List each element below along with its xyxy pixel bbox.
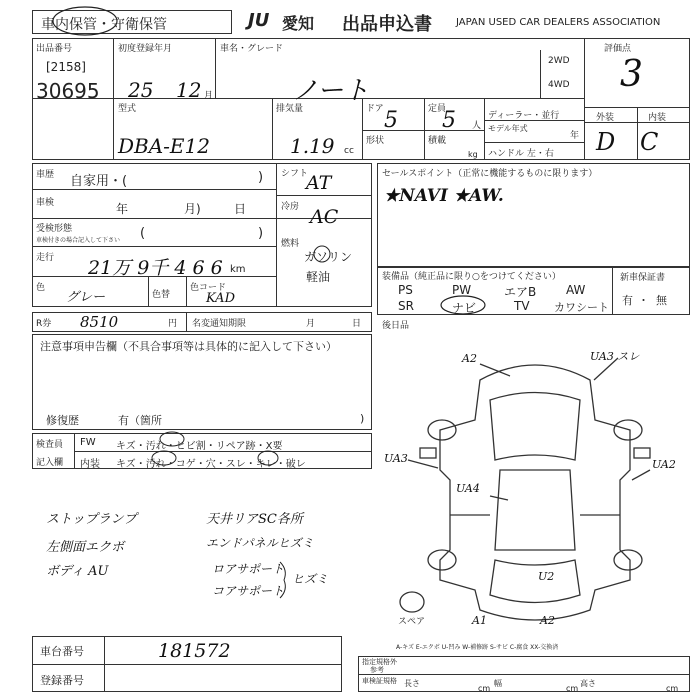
- disp-label: 排気量: [276, 104, 304, 114]
- history-close: ): [258, 170, 264, 185]
- reg-label: 初度登録年月: [118, 44, 173, 54]
- fuel-circle: [310, 242, 334, 266]
- name-value: ノート: [292, 76, 370, 106]
- color-label: 色: [36, 283, 46, 293]
- equip-ps: PS: [398, 283, 413, 297]
- mileage-label: 走行: [36, 253, 55, 263]
- selling-value: ★NAVI ★AW.: [384, 186, 504, 206]
- spare-label: スペア: [398, 617, 426, 627]
- int-value: C: [640, 128, 659, 156]
- reg-no-label: 登録番号: [40, 674, 84, 687]
- ac-label: 冷房: [281, 202, 300, 212]
- equip-pw: PW: [452, 283, 472, 297]
- cm-3: cm: [666, 684, 679, 693]
- cap-unit: 人: [472, 121, 482, 131]
- inspector-line-1: キズ・汚れ・ヒビ割・リペア跡・X要: [116, 441, 283, 452]
- recolor-label: 色替: [152, 290, 171, 300]
- note-right-1: 天井リアSC各所: [206, 512, 303, 527]
- note-left-1: ストップランプ: [46, 512, 137, 527]
- score-value: 3: [620, 54, 643, 95]
- inspect-label: 車検: [36, 198, 55, 208]
- repair-value: 有（箇所: [118, 414, 162, 427]
- storage-type-text: 車内保管・守衛保管: [41, 17, 167, 33]
- height-label: 高さ: [580, 679, 596, 688]
- inspector-tag-2: 内装: [80, 459, 100, 470]
- cm-1: cm: [478, 684, 491, 693]
- color-code-label: 色コード: [190, 283, 227, 293]
- note-left-2: 左側面エクボ: [46, 540, 125, 555]
- lot-number: 30695: [36, 79, 100, 103]
- mileage-value: 21万 9千 4 6 6: [88, 257, 223, 279]
- dealer-label: ディーラー・並行: [488, 111, 560, 121]
- mark-ua3-left: UA3: [384, 452, 408, 465]
- note-right-4: コアサポート: [212, 584, 285, 598]
- note-right-2: エンドパネルヒズミ: [206, 536, 314, 550]
- shift-value: AT: [306, 172, 332, 194]
- disp-value: 1.19: [290, 134, 335, 158]
- reg-month: 12: [176, 78, 202, 102]
- disp-unit: cc: [344, 146, 354, 156]
- shift-label: シフト: [281, 169, 309, 179]
- width-label: 幅: [494, 679, 502, 688]
- equip-sr: SR: [398, 299, 414, 313]
- mark-ua4: UA4: [456, 482, 480, 495]
- drive-4wd: 4WD: [548, 80, 570, 90]
- cap-value: 5: [442, 108, 456, 133]
- recv-open: (: [140, 226, 146, 241]
- form-title: 出品申込書: [342, 14, 432, 35]
- color-code-value: KAD: [206, 291, 235, 306]
- warranty-no: 無: [656, 294, 667, 307]
- notes-label: 注意事項申告欄（不具合事項等は具体的に記入して下さい）: [40, 340, 337, 353]
- selling-label: セールスポイント（正常に機能するものに限ります）: [382, 169, 598, 179]
- equip-airbag: エアB: [504, 285, 537, 299]
- recv-sub: 車検付きの場合記入して下さい: [36, 237, 121, 244]
- org-name: 愛知: [282, 14, 315, 33]
- notice-label: 名変通知期限: [192, 319, 247, 329]
- recv-close: ): [258, 226, 264, 241]
- score-label: 評価点: [604, 44, 632, 54]
- lot-label: 出品番号: [36, 44, 73, 54]
- navi-circle: [438, 293, 488, 317]
- r-label: R券: [36, 319, 52, 329]
- note-right-3: ロアサポート: [212, 562, 285, 576]
- spec-label-1: 指定規格外: [362, 658, 397, 666]
- int-label: 内装: [648, 113, 667, 123]
- history-label: 車歴: [36, 170, 55, 180]
- circle-mark: [50, 4, 120, 38]
- mark-a2-bottom: A2: [540, 614, 555, 627]
- equip-navi: ナビ: [452, 301, 477, 315]
- fuel-label: 燃料: [281, 239, 300, 249]
- note-right-extra: ヒズミ: [292, 572, 329, 586]
- reg-year: 25: [128, 78, 154, 102]
- color-value: グレー: [66, 290, 106, 305]
- inspector-label-2: 記入欄: [36, 458, 64, 468]
- car-diagram: [380, 340, 690, 640]
- equip-aw: AW: [566, 283, 586, 297]
- inspector-line-2: キズ・汚れ・コゲ・穴・スレ・キレ・破レ: [116, 459, 306, 470]
- note-left-3: ボディ AU: [46, 564, 109, 579]
- warranty-yes: 有: [622, 294, 633, 307]
- inspect-date: 日: [234, 202, 247, 216]
- weight-unit: kg: [468, 150, 478, 159]
- fuel-gas: ガソリン: [304, 250, 353, 264]
- length-label: 長さ: [404, 679, 420, 688]
- shape-label: 形状: [366, 136, 385, 146]
- chassis-label: 車台番号: [40, 645, 84, 658]
- history-value: 自家用・(: [70, 174, 128, 189]
- model-value: DBA-E12: [118, 134, 210, 158]
- org-name-en: JAPAN USED CAR DEALERS ASSOCIATION: [456, 17, 661, 28]
- inspector-tag-1: FW: [80, 437, 96, 448]
- cm-2: cm: [566, 684, 579, 693]
- r-unit: 円: [168, 319, 178, 329]
- reg-month-unit: 月: [204, 91, 214, 101]
- repair-label: 修復歴: [46, 414, 79, 427]
- model-year-label: モデル年式: [488, 124, 528, 133]
- repair-close: ): [360, 412, 365, 425]
- legend-text: A-キズ E-エクボ U-凹み W-補修跡 S-サビ C-腐食 XX-交換済: [396, 644, 559, 651]
- cap-label: 定員: [428, 104, 447, 114]
- brace-mark: [278, 560, 292, 600]
- mark-ua3-top: UA3 スレ: [590, 350, 640, 363]
- door-label: ドア: [366, 104, 384, 114]
- inspect-year: 年: [116, 202, 129, 216]
- inspector-label-1: 検査員: [36, 440, 64, 450]
- spec-label-2: 参考: [370, 666, 384, 674]
- equipment-label: 装備品（純正品に限り○をつけてください）: [382, 272, 561, 282]
- ac-value: AC: [310, 206, 339, 228]
- mileage-unit: km: [230, 264, 246, 275]
- handle-label: ハンドル 左・右: [488, 149, 554, 159]
- door-value: 5: [384, 108, 398, 133]
- warranty-label: 新車保証書: [620, 273, 666, 283]
- mark-a1: A1: [472, 614, 487, 627]
- recv-label: 受検形態: [36, 224, 73, 234]
- notice-month: 月: [306, 319, 316, 329]
- r-value: 8510: [80, 313, 119, 331]
- fuel-diesel: 軽油: [306, 270, 331, 284]
- drive-2wd: 2WD: [548, 56, 570, 66]
- equip-seat: カワシート: [554, 301, 609, 314]
- rear-label: 後日品: [382, 321, 410, 331]
- lot-sub: [2158]: [46, 60, 86, 74]
- mark-a2-top: A2: [462, 352, 477, 365]
- mark-u2: U2: [538, 570, 555, 583]
- ju-logo: JU: [248, 10, 270, 31]
- equip-tv: TV: [514, 299, 530, 313]
- spec-label-3: 車検証規格: [362, 677, 397, 685]
- name-label: 車名・グレード: [220, 44, 284, 54]
- weight-label: 積載: [428, 136, 447, 146]
- inspector-circles: [150, 430, 300, 470]
- chassis-value: 181572: [158, 640, 231, 662]
- mark-ua2: UA2: [652, 458, 676, 471]
- inspect-month: 月): [184, 202, 201, 216]
- ext-label: 外装: [596, 113, 615, 123]
- year-unit: 年: [570, 131, 580, 141]
- notice-day: 日: [352, 319, 362, 329]
- warranty-dot: ・: [638, 294, 649, 307]
- model-label: 型式: [118, 104, 137, 114]
- ext-value: D: [596, 128, 616, 156]
